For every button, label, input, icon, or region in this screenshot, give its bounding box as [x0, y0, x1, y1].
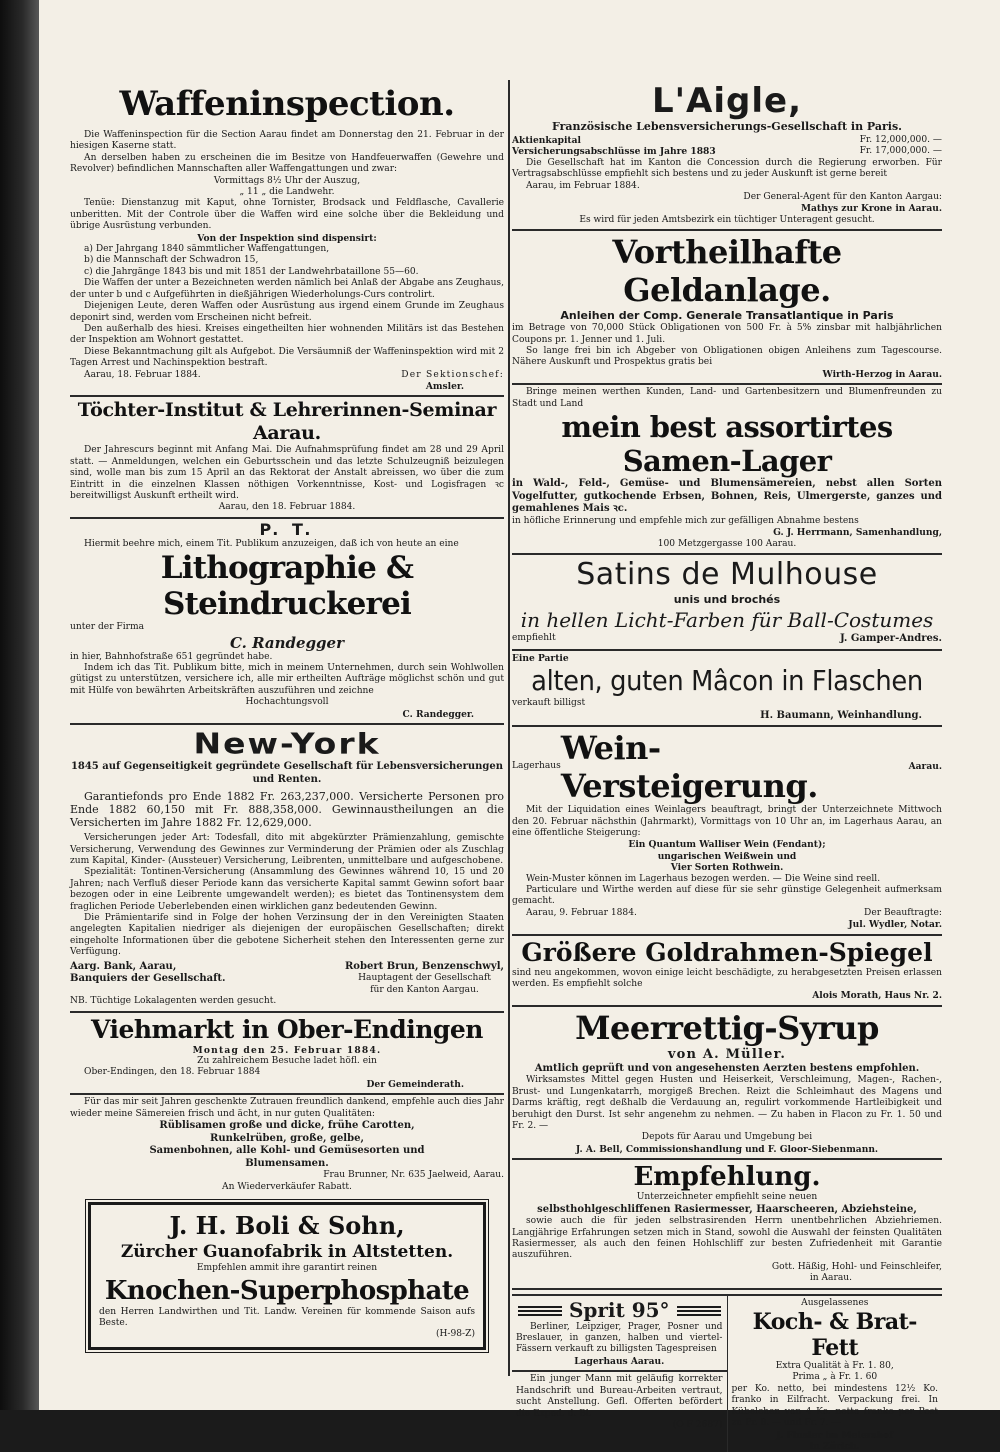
paragraph: Hiermit beehre mich, einem Tit. Publikum anzuzeigen, daß ich von heute an eine: [84, 538, 459, 549]
headline: Größere Goldrahmen-Spiegel: [521, 937, 933, 967]
paragraph: Garantiefonds pro Ende 1882 Fr. 263,237,000. Versicherte Personen pro Ende 1882 60,150 mit Fr. 888,358,000. Gewinnaustheilungen an die Versicherten im Jahre 1882 Fr. 12,629,000.: [70, 790, 504, 830]
ad-sprit: [512, 1296, 727, 1452]
ad-satins: [512, 555, 942, 651]
product-name: Knochen-Superphosphate: [104, 1275, 470, 1306]
schedule-line: „ 11 „ die Landwehr.: [239, 187, 335, 198]
headline: Koch- & Brat-Fett: [752, 1309, 917, 1362]
right-column: [512, 80, 942, 1452]
paragraph: Particulare und Wirthe werden auf diese für sie sehr günstige Gelegenheit aufmerksam gemacht.: [512, 884, 942, 907]
ad-viehmarkt: [70, 1013, 504, 1096]
paragraph: sind neu angekommen, wovon einige leicht beschädigte, zu herabgesetzten Preisen erlassen werden. Es empfiehlt solche: [512, 967, 942, 989]
paragraph: Diejenigen Leute, deren Waffen oder Ausrüstung aus irgend einem Grunde im Zeughaus deponirt sind, werden vom Erscheinen nicht befreit.: [70, 301, 504, 323]
paragraph: Den außerhalb des hiesi. Kreises eingetheilten hier wohnenden Militärs ist das Bestehen der Inspektion am Wohnort gestattet.: [70, 323, 504, 346]
paragraph: Empfehlen ammit ihre garantirt reinen: [196, 1263, 378, 1274]
signer: G. J. Herrmann, Samenhandlung,: [773, 527, 942, 539]
headline: P. T.: [259, 519, 315, 539]
left-column: [70, 80, 504, 1356]
product-line: Rüblisamen große und dicke, frühe Carotten,: [159, 1119, 415, 1131]
signer: Alois Morath, Haus Nr. 2.: [812, 990, 942, 1002]
paragraph: Versicherungen jeder Art: Todesfall, dito mit abgekürzter Prämienzahlung, gemischte Versicherung, Verwendung des Gewinnes zur Verminderung der Prämien oder als Zuschlag zum Kapital, Kinder- (Aussteuer) Versicherung, Leibrenten, unmittelbare und aufgeschobene.: [70, 833, 504, 867]
headline: alten, guten Mâcon in Flaschen: [531, 664, 923, 698]
agent-role: Hauptagent der Gesellschaft: [358, 973, 491, 984]
paragraph: Indem ich das Tit. Publikum bitte, mich in meinem Unternehmen, durch sein Wohlwollen gütigst zu unterstützen, versichere ich, alle mir ertheilten Aufträge möglichst schön und gut mit Hülfe von bewährten Arbeitskräften auszuführen und zeichne: [70, 663, 504, 696]
headline: Meerrettig-Syrup: [575, 1008, 879, 1047]
paragraph: Unterzeichneter empfiehlt seine neuen: [636, 1192, 818, 1203]
ad-boli-guanofabrik: [88, 1202, 486, 1350]
price-line: Prima „ à Fr. 1. 60: [792, 1372, 878, 1383]
signer: Lagerhaus Aarau.: [574, 1355, 665, 1367]
product-line: Blumensamen.: [245, 1157, 329, 1169]
paragraph: Tenüe: Dienstanzug mit Kaput, ohne Tornister, Brodsack und Feldflasche, Cavallerie unberitten. Mit der Controle über die Waffen wird eine solche über die Bekleidung und übrige Ausrüstung verbunden.: [70, 198, 504, 232]
headline: Vortheilhafte Geldanlage.: [612, 233, 842, 310]
label: Lagerhaus: [512, 761, 561, 772]
subheading: unis und brochés: [673, 593, 781, 607]
decorative-stripes: [677, 1306, 721, 1316]
signer: J. A. Bell, Commissionshandlung und F. Gloor-Siebenmann.: [575, 1143, 879, 1155]
note: An Wiederverkäufer Rabatt.: [222, 1181, 352, 1192]
address: 100 Metzgergasse 100 Aarau.: [657, 538, 797, 549]
list-item: ungarischen Weißwein und: [657, 850, 797, 862]
closing: Hochachtungsvoll: [245, 697, 329, 708]
paragraph: Ein junger Mann mit geläufig korrekter Handschrift und Bureau-Arbeiten vertraut, sucht Anstellung. Gefl. Offerten befördert die Exped. d. Bl.: [516, 1374, 723, 1419]
invitation: Zu zahlreichem Besuche ladet höfl. ein: [197, 1055, 377, 1066]
subheading: Französische Lebensversicherungs-Gesellschaft in Paris.: [551, 120, 903, 133]
ad-new-york: [70, 725, 504, 1012]
signer: J. Gamper-Andres.: [839, 633, 942, 645]
subheading: Anleihen der Comp. Generale Transatlantique in Paris: [560, 309, 894, 323]
paragraph: per Ko. netto, bei mindestens 12½ Ko. franko in Eilfracht. Verpackung frei. In Kübelchen von 4 Ko. netto franko per Post zu Fr. 8. — und Fr. 7. —: [731, 1383, 938, 1429]
paragraph: Bringe meinen werthen Kunden, Land- und Gartenbesitzern und Blumenfreunden zu Stadt und Land: [512, 387, 942, 409]
schedule-line: Vormittags 8½ Uhr der Auszug,: [213, 175, 361, 186]
list-item: Ein Quantum Walliser Wein (Fendant);: [628, 839, 826, 851]
headline: Sprit 95°: [568, 1297, 670, 1322]
depot-line: Depots für Aarau und Umgebung bei: [641, 1132, 813, 1143]
signer: Frau Brunner, Nr. 635 Jaelweid, Aarau.: [323, 1170, 504, 1181]
paragraph: sowie auch die für jeden selbstrasirenden Herrn unentbehrlichen Abziehriemen. Langjährige Erfahrungen setzen mich in Stand, sowohl die Auswahl der feinsten Qualitäten Rasiermesser, als auch den feinen Hohlschliff zur besten Zufriedenheit mit Garantie auszuführen.: [512, 1216, 942, 1261]
paragraph: Berliner, Leipziger, Prager, Posner und Breslauer, in ganzen, halben und viertel-Fässern verkauft zu billigsten Tagespreisen: [516, 1321, 723, 1355]
headline: J. H. Boli & Sohn,: [169, 1211, 405, 1241]
headline: Waffeninspection.: [119, 84, 455, 124]
subheading: Von der Inspektion sind dispensirt:: [197, 232, 377, 244]
headline: mein best assortirtes Samen-Lager: [561, 410, 893, 479]
binding-gutter: [0, 0, 38, 1410]
paragraph: Die Gesellschaft hat im Kanton die Concession durch die Regierung erworben. Für Vertragsabschlüsse empfiehlt sich bestens und zu jeder Auskunft ist gerne bereit: [512, 157, 942, 180]
ad-code: (O F 2687): [672, 1419, 723, 1430]
paragraph: Diese Bekanntmachung gilt als Aufgebot. Die Versäumniß der Waffeninspektion wird mit 2 Tagen Arrest und Nachinspektion bestraft.: [70, 346, 504, 369]
label: unter der Firma: [70, 622, 145, 633]
dateline: Aarau, 9. Februar 1884.: [526, 907, 637, 918]
headline: Satins de Mulhouse: [576, 557, 878, 593]
product-line: selbsthohlgeschliffenen Rasiermesser, Haarscheeren, Abziehsteine,: [537, 1203, 917, 1215]
headline: Wein-Versteigerung.: [560, 729, 818, 806]
subheading: Amtlich geprüft und von angesehensten Aerzten bestens empfohlen.: [534, 1062, 920, 1074]
ad-meerrettig-syrup: [512, 1007, 942, 1160]
label: Eine Partie: [512, 652, 569, 664]
ad-samen-lager: [512, 385, 942, 555]
paragraph: Die Waffen der unter a Bezeichneten werden nämlich bei Anlaß der Abgabe ans Zeughaus, der unter b und c Aufgeführten in dießjährigen Wiederholungs-Curs controlirt.: [70, 278, 504, 300]
paragraph: Der Jahrescurs beginnt mit Anfang Mai. Die Aufnahmsprüfung findet am 28 und 29 April statt. — Anmeldungen, welchen ein Geburtsschein und das letzte Schulzeugniß beizulegen sind, wolle man bis zum 15 April an das Rektorat der Anstalt abreissen, wo über die zum Eintritt in die einzelnen Klassen nöthigen Vorkenntnisse, Kost- und Logisfragen ꝛc bereitwilligst Auskunft ertheilt wird.: [70, 445, 504, 501]
paragraph: So lange frei bin ich Abgeber von Obligationen obigen Anleihens zum Tagescourse. Nähere Auskunft und Prospektus gratis bei: [512, 346, 942, 368]
paragraph: in hier, Bahnhofstraße 651 gegründet habe.: [70, 651, 273, 662]
maker: von A. Müller.: [667, 1046, 787, 1062]
list-item: b) die Mannschaft der Schwadron 15,: [84, 255, 259, 266]
signer: H. Baumann, Weinhandlung.: [760, 709, 922, 721]
headline: New-York: [193, 727, 381, 761]
headline: Töchter-Institut & Lehrerinnen-Seminar Aarau.: [77, 399, 497, 445]
paragraph: in höfliche Erinnerung und empfehle mich zur gefälligen Abnahme bestens: [512, 515, 859, 526]
decorative-stripes: [518, 1306, 562, 1316]
signer-role: Der Sektionschef:: [401, 369, 504, 380]
business-name: Lithographie & Steindruckerei: [160, 550, 414, 623]
agent-region: für den Kanton Aargau.: [370, 984, 479, 995]
ad-goldrahmen: [512, 936, 942, 1007]
paragraph: Wein-Muster können im Lagerhaus bezogen werden. — Die Weine sind reell.: [526, 873, 881, 884]
label: Aarau.: [908, 761, 942, 773]
list-item: a) Der Jahrgang 1840 sämmtlicher Waffengattungen,: [84, 244, 330, 255]
place: in Zürich.: [809, 1440, 860, 1452]
agent: Mathys zur Krone in Aarau.: [800, 203, 942, 215]
event-date: Montag den 25. Februar 1884.: [192, 1044, 382, 1056]
ad-laigle: [512, 80, 942, 231]
ad-wein-versteigerung: [512, 727, 942, 935]
paragraph: Die Waffeninspection für die Section Aarau findet am Donnerstag den 21. Februar in der hiesigen Kaserne statt.: [70, 130, 504, 152]
ad-empfehlung: [512, 1160, 942, 1289]
signer: C. Randegger.: [402, 708, 474, 720]
value: Fr. 17,000,000. —: [859, 146, 942, 157]
signer: Amsler.: [425, 380, 464, 392]
label: verkauft billigst: [512, 698, 586, 709]
dateline: Aarau, den 18. Februar 1884.: [218, 502, 356, 513]
headline: Empfehlung.: [633, 1162, 821, 1193]
dateline: Aarau, 18. Februar 1884.: [84, 369, 201, 380]
ad-toechter-institut: [70, 397, 504, 518]
signer: Jul. Wydler, Notar.: [848, 919, 942, 931]
subheading: 1845 auf Gegenseitigkeit gegründete Gesellschaft für Lebensversicherungen und Renten.: [70, 761, 504, 785]
tagline: in hellen Licht-Farben für Ball-Costumes: [520, 608, 934, 633]
ad-macon: [512, 651, 942, 727]
firm-name: C. Randegger: [229, 633, 344, 652]
small-ads-row: [512, 1294, 942, 1452]
label: empfiehlt: [512, 633, 556, 644]
headline: Viehmarkt in Ober-Endingen: [91, 1014, 483, 1044]
label: Versicherungsabschlüsse im Jahre 1883: [512, 146, 716, 158]
agent-name: Robert Brun, Benzenschwyl,: [344, 960, 504, 972]
ad-lithographie: [70, 519, 504, 725]
dateline: Aarau, im Februar 1884.: [526, 180, 640, 191]
place: in Aarau.: [809, 1273, 852, 1284]
note: Es wird für jeden Amtsbezirk ein tüchtiger Unteragent gesucht.: [579, 214, 875, 225]
subheading: Zürcher Guanofabrik in Altstetten.: [120, 1242, 454, 1263]
product-list: in Wald-, Feld-, Gemüse- und Blumensämereien, nebst allen Sorten Vogelfutter, gutkochende Erbsen, Bohnen, Reis, Ulmergerste, ganzes und gemahlenes Mais ꝛc.: [512, 478, 942, 515]
label: Aktienkapital: [512, 135, 581, 146]
paragraph: den Herren Landwirthen und Tit. Landw. Vereinen für kommende Saison aufs Beste.: [99, 1306, 475, 1328]
paragraph: im Betrage von 70,000 Stück Obligationen von 500 Fr. à 5% zinsbar mit halbjährlichen Coupons pr. 1. Jenner und 1. Juli.: [512, 323, 942, 345]
signer: J. Finsler im Meiershof: [776, 1429, 894, 1441]
label: Ausgelassenes: [801, 1297, 869, 1308]
price-line: Extra Qualität à Fr. 1. 80,: [775, 1361, 894, 1372]
ad-saemereien: [70, 1095, 504, 1196]
signer-role: Der Beauftragte:: [864, 907, 942, 918]
bank-role: Banquiers der Gesellschaft.: [70, 973, 226, 985]
product-line: Runkelrüben, große, gelbe,: [210, 1132, 364, 1144]
column-divider: [508, 80, 510, 1376]
dateline: Ober-Endingen, den 18. Februar 1884: [84, 1067, 261, 1078]
list-item: Vier Sorten Rothwein.: [670, 862, 784, 874]
note: NB. Tüchtige Lokalagenten werden gesucht.: [70, 996, 277, 1007]
bank-name: Aarg. Bank, Aarau,: [70, 960, 177, 972]
paragraph: Für das mir seit Jahren geschenkte Zutrauen freundlich dankend, empfehle auch dies Jahr wieder meine Sämereien frisch und ächt, in nur guten Qualitäten:: [70, 1097, 504, 1119]
signer: Der Gemeinderath.: [366, 1078, 464, 1090]
paragraph: Wirksamstes Mittel gegen Husten und Heiserkeit, Verschleimung, Magen-, Rachen-, Brust- und Lungenkatarrh, morgigeß Brechen. Reizt die Schleimhaut des Magens und Darms kräftig, regt deßhalb die Verdauung an, regulirt vorkommende Hartleibigkeit und beruhigt den Durst. Ist sehr angenehm zu nehmen. — Zu haben in Flacon zu Fr. 1. 50 und Fr. 2. —: [512, 1075, 942, 1131]
headline: L'Aigle,: [651, 81, 802, 121]
list-item: c) die Jahrgänge 1843 bis und mit 1851 der Landwehrbataillone 55—60.: [84, 266, 419, 277]
paragraph: Spezialität: Tontinen-Versicherung (Ansammlung des Gewinnes während 10, 15 und 20 Jahren; nach Verfluß dieser Periode kann das versicherte Kapital sammt Gewinn sofort baar bezogen oder in eine Leibrente umgewandelt werden); es bietet das Tontinensystem dem fraglichen Periode Ueberlebenden einen wirklichen ganz bedeutenden Gewinn.: [70, 867, 504, 912]
ad-code: (H-98-Z): [435, 1329, 475, 1340]
paragraph: An derselben haben zu erscheinen die im Besitze von Handfeuerwaffen (Gewehre und Revolver) befindlichen Mannschaften aller Waffengattungen und zwar:: [70, 152, 504, 175]
signer: Gott. Häßig, Hohl- und Feinschleifer,: [771, 1261, 942, 1272]
ad-koch-brat-fett: [727, 1296, 943, 1452]
agent-role: Der General-Agent für den Kanton Aargau:: [743, 192, 942, 203]
ad-geldanlage: [512, 231, 942, 385]
signer: Wirth-Herzog in Aarau.: [822, 368, 942, 380]
ad-waffeninspection: [70, 80, 504, 397]
paragraph: Die Prämientarife sind in Folge der hohen Verzinsung der in den Vereinigten Staaten angelegten Kapitalien niedriger als diejenigen der europäischen Gesellschaften; direkt eingeholte Informationen über die gebotene Sicherheit stehen den Interessenten gerne zur Verfügung.: [70, 913, 504, 958]
value: Fr. 12,000,000. —: [859, 135, 942, 145]
product-line: Samenbohnen, alle Kohl- und Gemüsesorten und: [149, 1145, 425, 1157]
paragraph: Mit der Liquidation eines Weinlagers beauftragt, bringt der Unterzeichnete Mittwoch den 20. Februar nächsthin (Jahrmarkt), Vormittags von 10 Uhr an, im Lagerhaus Aarau, an eine öffentliche Steigerung:: [512, 805, 942, 838]
